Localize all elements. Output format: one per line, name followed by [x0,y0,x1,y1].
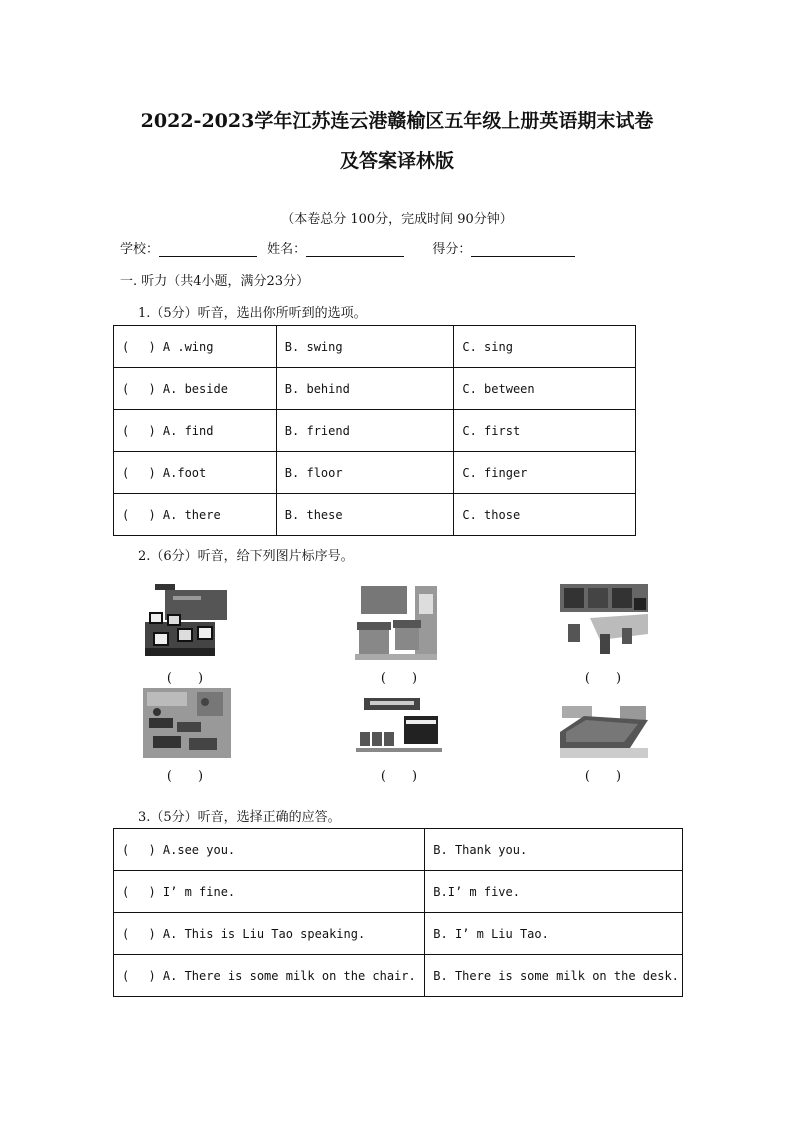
q1-option-a[interactable]: ( ) A.foot [114,452,277,494]
document-title-line1: 2022-2023学年江苏连云港赣榆区五年级上册英语期末试卷 [140,110,654,132]
table-row [114,452,636,494]
picture-6-answer[interactable]: ( ) [584,769,622,784]
picture-2-answer[interactable]: ( ) [380,671,418,686]
q3-option-b[interactable]: B. There is some milk on the desk. [425,955,683,997]
q1-heading: 1.（5分）听音，选出你所听到的选项。 [138,306,367,321]
picture-1-answer[interactable]: ( ) [166,671,204,686]
table-row [114,368,636,410]
student-info-line [120,238,581,257]
picture-3-answer[interactable]: ( ) [584,671,622,686]
q3-heading: 3.（5分）听音，选择正确的应答。 [138,810,341,825]
reading-room-picture [143,688,231,758]
score-blank[interactable] [471,242,575,257]
library-picture [560,584,648,658]
school-label: 学校： [120,242,160,257]
name-label: 姓名： [267,242,307,257]
q3-option-b[interactable]: B. Thank you. [425,829,683,871]
q3-option-b[interactable]: B. I’ m Liu Tao. [425,913,683,955]
q1-option-a[interactable]: ( ) A. beside [114,368,277,410]
q1-options-table [113,325,636,536]
table-row [114,410,636,452]
q1-option-b[interactable]: B. floor [276,452,454,494]
table-row [114,955,683,997]
picture-4-answer[interactable]: ( ) [166,769,204,784]
q1-option-c[interactable]: C. between [454,368,636,410]
q1-option-a[interactable]: ( ) A. find [114,410,277,452]
document-title-line2: 及答案译林版 [339,150,454,172]
table-row [114,326,636,368]
score-label: 得分： [432,242,472,257]
q1-option-b[interactable]: B. friend [276,410,454,452]
q1-option-b[interactable]: B. swing [276,326,454,368]
playground-picture [560,702,648,758]
q2-heading: 2.（6分）听音，给下列图片标序号。 [138,549,354,564]
picture-5-answer[interactable]: ( ) [380,769,418,784]
q1-option-b[interactable]: B. behind [276,368,454,410]
table-row [114,829,683,871]
table-row [114,494,636,536]
q3-responses-table [113,828,683,997]
q3-option-a[interactable]: ( ) A. There is some milk on the chair. [114,955,425,997]
computer-room-picture [143,582,227,658]
q3-option-a[interactable]: ( ) I’ m fine. [114,871,425,913]
q1-option-c[interactable]: C. first [454,410,636,452]
q1-option-c[interactable]: C. finger [454,452,636,494]
classroom-picture [355,584,437,660]
exam-note: （本卷总分 100分，完成时间 90分钟） [281,212,513,227]
name-blank[interactable] [306,242,404,257]
section-listening-heading: 一. 听力（共4小题，满分23分） [120,274,310,289]
table-row [114,871,683,913]
school-blank[interactable] [159,242,257,257]
q1-option-a[interactable]: ( ) A. there [114,494,277,536]
q3-option-a[interactable]: ( ) A. This is Liu Tao speaking. [114,913,425,955]
music-room-picture [356,692,442,758]
q1-option-c[interactable]: C. sing [454,326,636,368]
q1-option-b[interactable]: B. these [276,494,454,536]
q3-option-a[interactable]: ( ) A.see you. [114,829,425,871]
q1-option-a[interactable]: ( ) A .wing [114,326,277,368]
q1-option-c[interactable]: C. those [454,494,636,536]
q3-option-b[interactable]: B.I’ m five. [425,871,683,913]
table-row [114,913,683,955]
